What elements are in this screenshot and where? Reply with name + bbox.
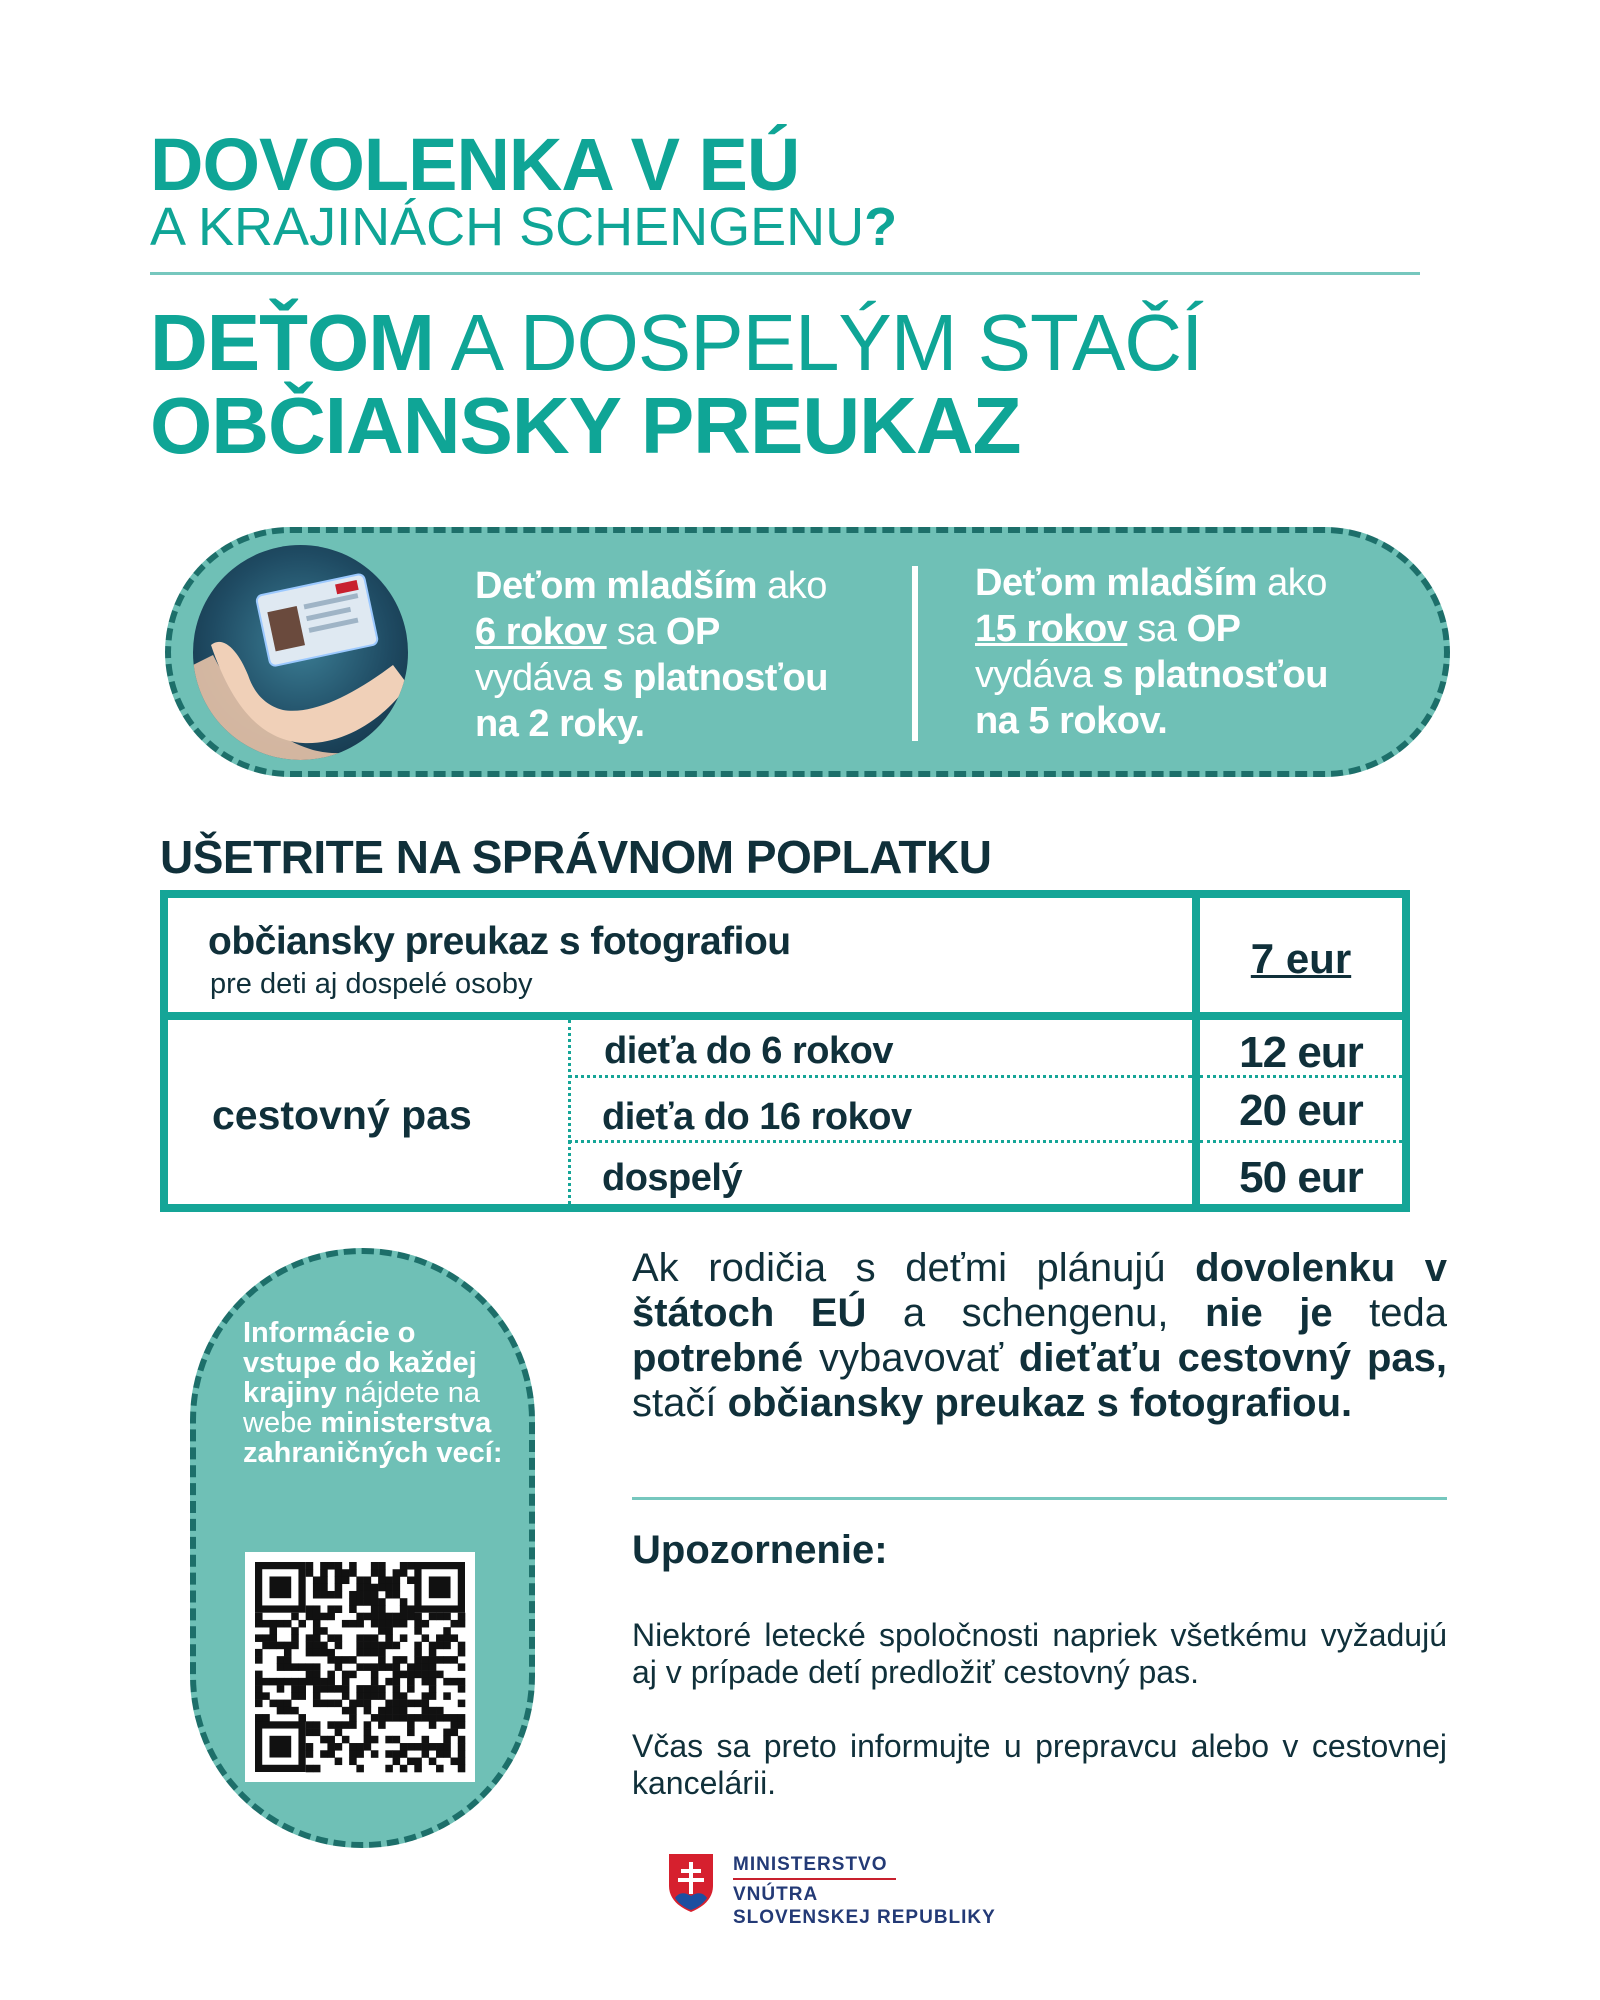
qr-code-graphic xyxy=(245,1552,475,1782)
slovak-coat-of-arms-icon xyxy=(667,1852,715,1914)
id-card-fee-price: 7 eur xyxy=(1250,935,1352,982)
title-line-2-text: A KRAJINÁCH SCHENGENU xyxy=(150,197,865,257)
pill-left-years: na 2 roky. xyxy=(475,703,645,745)
hand-id-card-photo xyxy=(193,545,408,760)
title-line-3-rest: A DOSPELÝM STAČÍ xyxy=(433,298,1203,387)
logo-text-interior: VNÚTRA xyxy=(733,1884,819,1905)
main-text-2: dovolenku v štátoch EÚ xyxy=(632,1246,1447,1335)
qr-code[interactable] xyxy=(245,1552,475,1782)
logo-red-line xyxy=(733,1878,896,1880)
pill-right-text-2: ako xyxy=(1257,562,1327,604)
pill-left-text-4: sa xyxy=(606,611,666,653)
title-line-3 xyxy=(150,298,1203,387)
warning-heading: Upozornenie: xyxy=(632,1528,888,1572)
pill-left-age: 6 rokov xyxy=(475,611,607,653)
title-line-2 xyxy=(150,197,898,257)
hand-card-illustration xyxy=(193,545,408,760)
passport-fee-label: cestovný pas xyxy=(212,1092,472,1138)
main-text-3: a schengenu, xyxy=(866,1291,1205,1335)
title-line-4: OBČIANSKY PREUKAZ xyxy=(150,381,1021,470)
pill-left-bold-1: Deťom mladším xyxy=(475,565,758,607)
passport-row-divider-1 xyxy=(568,1075,1192,1078)
warning-paragraph-1: Niektoré letecké spoločnosti napriek všetkému vyžadujú aj v prípade detí predložiť cestovný pas. xyxy=(632,1617,1447,1690)
header-divider xyxy=(150,272,1420,275)
passport-row-price: 20 eur xyxy=(1239,1086,1363,1135)
title-line-1: DOVOLENKA V EÚ xyxy=(150,123,800,206)
mfa-info-regular: nájdete na webe xyxy=(243,1377,481,1439)
id-card-fee-label: občiansky preukaz s fotografiou xyxy=(208,920,791,963)
pill-text-under-6 xyxy=(475,563,875,747)
pill-right-op: OP xyxy=(1186,608,1241,650)
pill-left-validity: s platnosťou xyxy=(602,657,828,699)
pill-left-text-6: vydáva xyxy=(475,657,603,699)
passport-price-divider-2 xyxy=(1200,1140,1402,1143)
warning-divider xyxy=(632,1497,1447,1500)
mfa-info-ministry: ministerstva zahraničných vecí: xyxy=(243,1407,503,1469)
main-text-4: nie je xyxy=(1204,1291,1333,1335)
pill-right-years: na 5 rokov. xyxy=(975,700,1168,742)
passport-row-label: dieťa do 6 rokov xyxy=(604,1030,893,1072)
fees-heading: UŠETRITE NA SPRÁVNOM POPLATKU xyxy=(160,831,992,883)
pill-right-validity: s platnosťou xyxy=(1102,654,1328,696)
main-text-9: stačí xyxy=(632,1381,728,1425)
main-text-6: potrebné xyxy=(632,1336,804,1380)
pill-right-text-4: sa xyxy=(1127,608,1187,650)
pill-right-bold-1: Deťom mladším xyxy=(975,562,1258,604)
fees-table-row-separator xyxy=(168,1012,1402,1020)
title-question-mark: ? xyxy=(864,197,898,257)
passport-row-price: 50 eur xyxy=(1239,1153,1363,1202)
main-paragraph xyxy=(632,1246,1447,1426)
passport-row-label: dieťa do 16 rokov xyxy=(602,1096,912,1138)
id-card-fee-sublabel: pre deti aj dospelé osoby xyxy=(210,968,533,1000)
passport-row-label: dospelý xyxy=(602,1157,743,1199)
logo-text-republic: SLOVENSKEJ REPUBLIKY xyxy=(733,1907,996,1928)
pill-right-text-6: vydáva xyxy=(975,654,1103,696)
passport-row-divider-2 xyxy=(568,1140,1192,1143)
main-text-1: Ak rodičia s deťmi plánujú xyxy=(632,1246,1196,1290)
title-line-3-bold: DEŤOM xyxy=(150,298,434,387)
main-text-10: občiansky preukaz s fotografiou. xyxy=(727,1381,1353,1425)
pill-divider xyxy=(912,566,918,741)
passport-dotted-divider xyxy=(568,1020,571,1204)
pill-left-op: OP xyxy=(665,611,720,653)
logo-text-ministry: MINISTERSTVO xyxy=(733,1854,888,1875)
pill-text-under-15 xyxy=(975,560,1375,744)
main-text-5: teda xyxy=(1332,1291,1447,1335)
fees-table-column-separator xyxy=(1192,898,1200,1204)
passport-row-price: 12 eur xyxy=(1239,1028,1363,1077)
mfa-info-bold: Informácie o vstupe do každej krajiny xyxy=(243,1317,477,1409)
pill-left-text-2: ako xyxy=(757,565,827,607)
warning-paragraph-2: Včas sa preto informujte u prepravcu alebo v cestovnej kancelárii. xyxy=(632,1728,1447,1801)
main-text-8: dieťaťu cestovný pas, xyxy=(1018,1336,1447,1380)
pill-right-age: 15 rokov xyxy=(975,608,1128,650)
mfa-info-text xyxy=(243,1318,513,1468)
main-text-7: vybavovať xyxy=(803,1336,1019,1380)
